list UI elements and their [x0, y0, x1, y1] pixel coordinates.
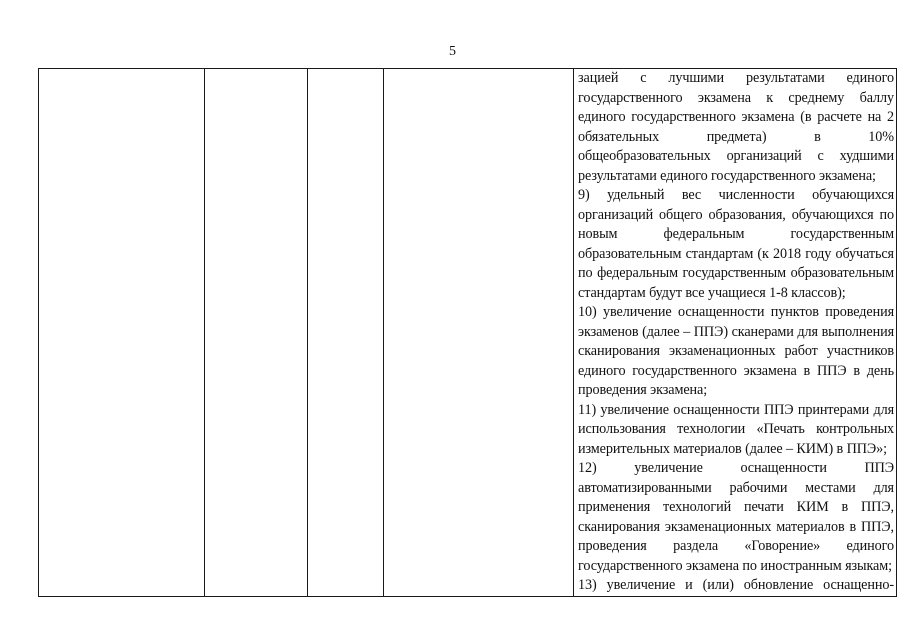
indicator-paragraph: зацией с лучшими результатами единого государственного экзамена к среднему баллу единого государственного экзамена (в расчете на 2 обязательных предмета) в 10% общеобразовательных организаций с худшими результатами единого государственного экзамена;	[578, 70, 894, 184]
table-cell-indicators	[574, 69, 897, 597]
indicator-paragraph: 12) увеличение оснащенности ППЭ автоматизированными рабочими местами для применения технологий печати КИМ в ППЭ, сканирования экзаменационных материалов в ППЭ, проведения раздела «Говорение» единого государственного экзамена по иностранным языкам;	[578, 460, 894, 574]
table-cell-empty-3	[308, 69, 384, 597]
indicator-paragraph: 13) увеличение и (или) обновление оснащенно-	[578, 577, 894, 593]
table-cell-empty-4	[384, 69, 574, 597]
page-number: 5	[449, 44, 456, 59]
table-row	[39, 69, 897, 597]
table-cell-empty-1	[39, 69, 205, 597]
program-table	[38, 68, 897, 597]
indicator-paragraph: 9) удельный вес численности обучающихся организаций общего образования, обучающихся по новым федеральным государственным образовательным стандартам (к 2018 году обучаться по федеральным государственным образовательным стандартам будут все учащиеся 1-8 классов);	[578, 187, 894, 301]
indicator-paragraph: 10) увеличение оснащенности пунктов проведения экзаменов (далее – ППЭ) сканерами для выполнения сканирования экзаменационных работ участников единого государственного экзамена в ППЭ в день проведения экзамена;	[578, 304, 894, 398]
indicator-paragraph: 11) увеличение оснащенности ППЭ принтерами для использования технологии «Печать контрольных измерительных материалов (далее – КИМ) в ППЭ»;	[578, 401, 894, 457]
table-cell-empty-2	[205, 69, 308, 597]
